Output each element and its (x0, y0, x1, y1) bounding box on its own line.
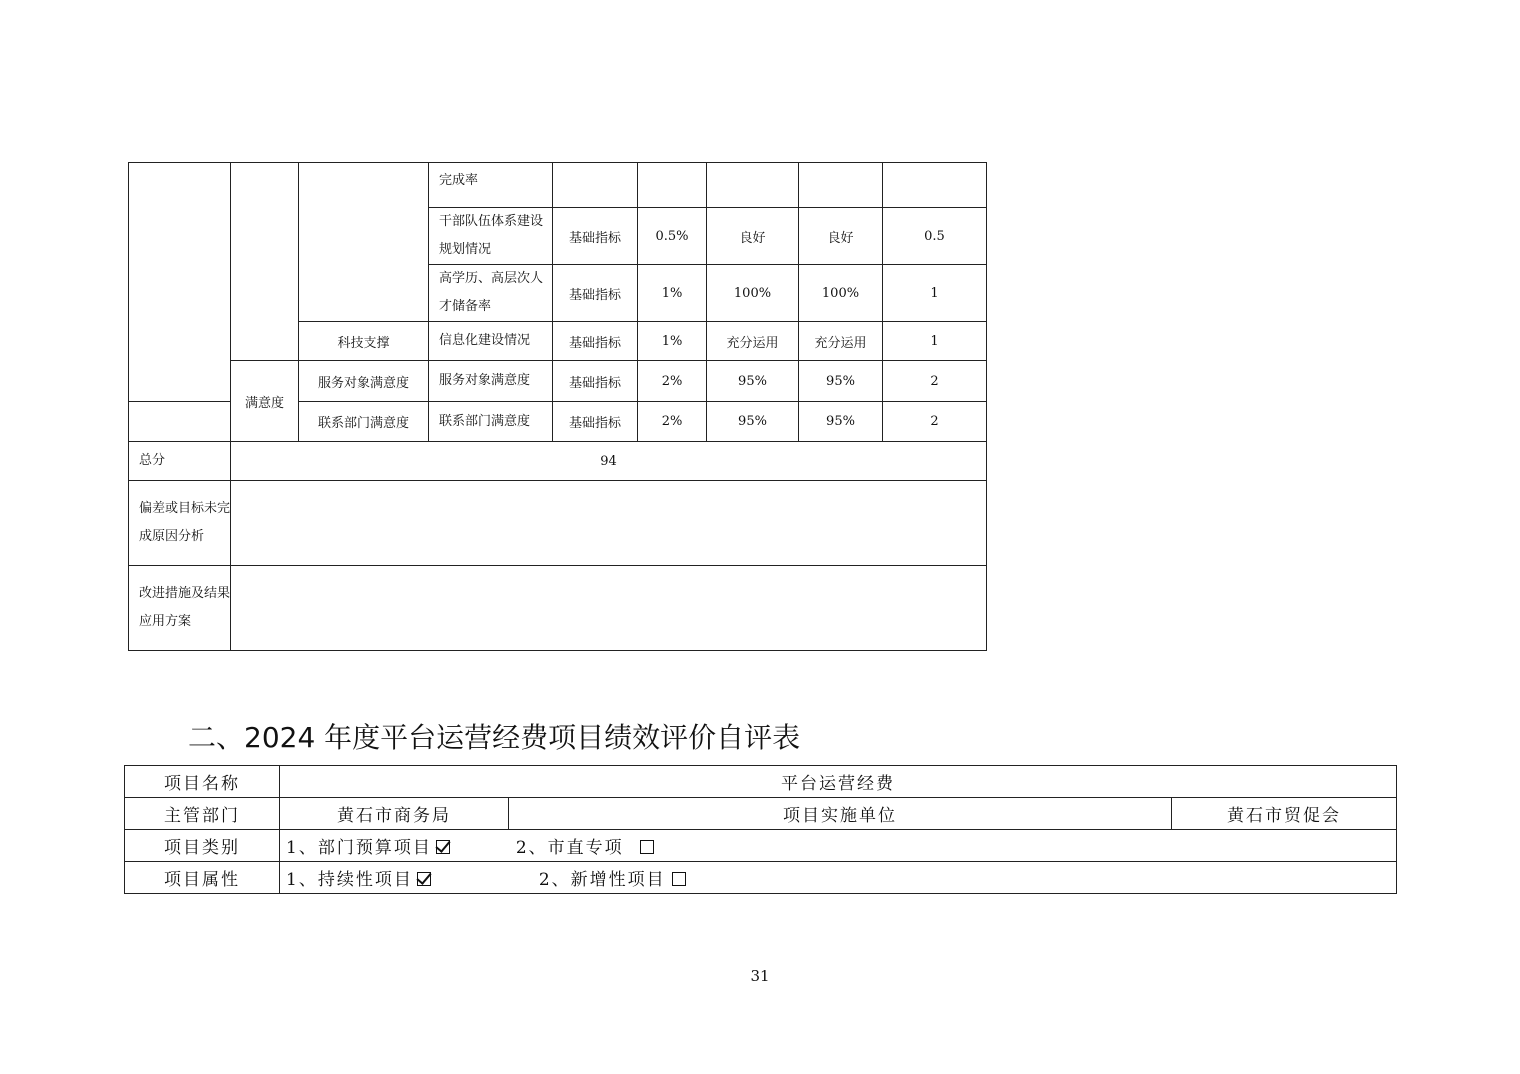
score-cell: 0.5 (883, 208, 987, 265)
indicator-cell: 信息化建设情况 (429, 322, 553, 361)
score-cell: 2 (883, 402, 987, 442)
weight-cell (638, 163, 707, 208)
score-cell: 1 (883, 322, 987, 361)
level2-cell (231, 163, 299, 361)
weight-cell: 1% (638, 322, 707, 361)
category-option-2: 2、市直专项 (515, 838, 624, 858)
checkbox-checked-icon[interactable] (436, 840, 450, 854)
actual-cell: 充分运用 (799, 322, 883, 361)
indicator-cell: 完成率 (429, 163, 553, 208)
weight-cell: 0.5% (638, 208, 707, 265)
target-cell: 95% (707, 361, 799, 402)
weight-cell: 2% (638, 402, 707, 442)
project-name-value: 平台运营经费 (280, 766, 1397, 798)
score-cell: 2 (883, 361, 987, 402)
type-cell: 基础指标 (553, 208, 638, 265)
actual-cell: 100% (799, 265, 883, 322)
type-cell: 基础指标 (553, 361, 638, 402)
target-cell: 充分运用 (707, 322, 799, 361)
attribute-option-2: 2、新增性项目 (538, 870, 666, 890)
total-label: 总分 (129, 442, 231, 481)
category-option-1: 1、部门预算项目 (286, 838, 432, 858)
indicator-cell: 高学历、高层次人才储备率 (429, 265, 553, 322)
page-number: 31 (750, 967, 770, 985)
checkbox-checked-icon[interactable] (417, 872, 431, 886)
checkbox-empty-icon[interactable] (640, 840, 654, 854)
target-cell (707, 163, 799, 208)
improvement-value (231, 566, 987, 651)
weight-cell: 2% (638, 361, 707, 402)
target-cell: 良好 (707, 208, 799, 265)
score-cell (883, 163, 987, 208)
impl-unit-value: 黄石市贸促会 (1172, 798, 1397, 830)
actual-cell: 95% (799, 402, 883, 442)
type-cell: 基础指标 (553, 322, 638, 361)
section-heading: 二、2024 年度平台运营经费项目绩效评价自评表 (188, 721, 801, 754)
deviation-label: 偏差或目标未完成原因分析 (129, 481, 231, 566)
type-cell: 基础指标 (553, 402, 638, 442)
impl-unit-label: 项目实施单位 (509, 798, 1172, 830)
sub-indicator-cell: 服务对象满意度 (299, 361, 429, 402)
weight-cell: 1% (638, 265, 707, 322)
score-cell: 1 (883, 265, 987, 322)
type-cell (553, 163, 638, 208)
project-name-label: 项目名称 (125, 766, 280, 798)
deviation-value (231, 481, 987, 566)
target-cell: 100% (707, 265, 799, 322)
dept-value: 黄石市商务局 (280, 798, 509, 830)
indicator-cell: 服务对象满意度 (429, 361, 553, 402)
attribute-options (280, 862, 1397, 894)
attribute-option-1: 1、持续性项目 (286, 870, 413, 890)
checkbox-empty-icon[interactable] (672, 872, 686, 886)
actual-cell: 良好 (799, 208, 883, 265)
level3-cell (299, 163, 429, 322)
satisfaction-cell: 满意度 (231, 361, 299, 442)
level1-cell (129, 402, 231, 442)
indicator-cell: 干部队伍体系建设规划情况 (429, 208, 553, 265)
improvement-label: 改进措施及结果应用方案 (129, 566, 231, 651)
target-cell: 95% (707, 402, 799, 442)
sub-indicator-cell: 科技支撑 (299, 322, 429, 361)
actual-cell (799, 163, 883, 208)
level1-cell (129, 163, 231, 402)
type-cell: 基础指标 (553, 265, 638, 322)
sub-indicator-cell: 联系部门满意度 (299, 402, 429, 442)
project-info-table (124, 765, 1397, 894)
dept-label: 主管部门 (125, 798, 280, 830)
attribute-label: 项目属性 (125, 862, 280, 894)
actual-cell: 95% (799, 361, 883, 402)
indicator-cell: 联系部门满意度 (429, 402, 553, 442)
total-value: 94 (231, 442, 987, 481)
category-label: 项目类别 (125, 830, 280, 862)
category-options (280, 830, 1397, 862)
performance-indicator-table (128, 162, 987, 651)
